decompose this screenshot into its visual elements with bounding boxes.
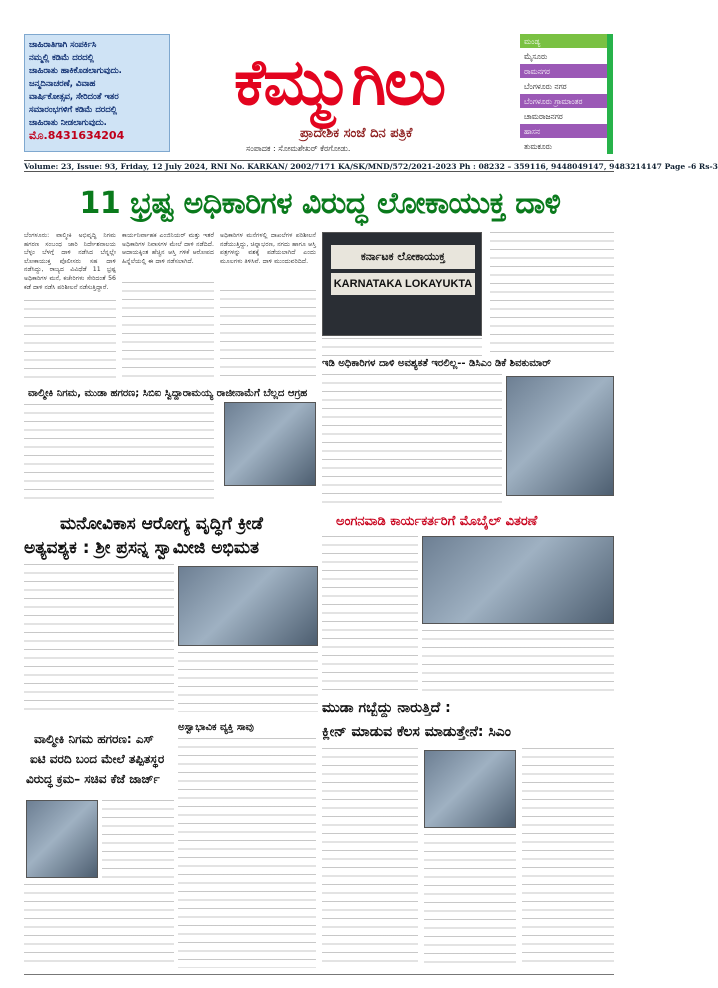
text-lines: [322, 338, 482, 356]
ad-line: ಜನ್ಮದಿನಾಚರಣೆ, ವಿವಾಹ: [29, 78, 96, 88]
text-lines: [490, 232, 614, 354]
article-headline-valmiki-line1: ವಾಲ್ಮೀಕಿ ನಿಗಮ ಹಗರಣ: ಎಸ್: [34, 732, 154, 746]
article-headline-muda-line2: ಕ್ಲೀನ್ ಮಾಡುವ ಕೆಲಸ ಮಾಡುತ್ತೇನೆ: ಸಿಎಂ: [322, 724, 511, 740]
editor-credit: ಸಂಪಾದಕ : ಸೋಮಶೇಖರ್ ಕೆರಗೋಡು.: [246, 144, 351, 153]
text-lines: [322, 374, 502, 504]
text-lines: [178, 652, 318, 712]
dkshivakumar-photo: [506, 376, 614, 496]
text-lines: [424, 834, 516, 968]
ad-line: ಜಾಹಿರಾತಿಗಾಗಿ ಸಂಪರ್ಕಿಸಿ: [29, 39, 97, 49]
lead-text: ಕಾರ್ಯನಿರ್ವಾಹಕ ಎಂಜಿನಿಯರ್ ಮತ್ತು ಇತರೆ ಅಧಿಕಾರಿಗಳ ನಿವಾಸಗಳ ಮೇಲೆ ದಾಳಿ ನಡೆದಿದೆ. ಆದಾಯಕ್ಕಿಂತ ಹೆಚ್ಚಿನ ಆಸ್ತಿ ಗಳಿಕೆ ಆರೋಪದ ಹಿನ್ನೆಲೆಯಲ್ಲಿ ಈ ದಾಳಿ ನಡೆಸಲಾಗಿದೆ.: [122, 232, 214, 265]
issue-info-line: Volume: 23, Issue: 93, Friday, 12 July 2024, RNI No. KARKAN/ 2002/7171 KA/SK/MND/572/2021-2023 Ph : 08232 – 359116, 9448049147, 9483214147 Page -6 Rs-3: [24, 162, 718, 171]
district-item: ಚಾಮರಾಜನಗರ: [520, 109, 612, 124]
ad-line: ವಾರ್ಷಿಕೋತ್ಸವ, ಸೇರಿದಂತೆ ಇತರ: [29, 91, 119, 101]
ad-line: ಜಾಹಿರಾತು ನೀಡಲಾಗುವುದು.: [29, 117, 107, 127]
lead-text: ಅಧಿಕಾರಿಗಳ ಮನೆಗಳಲ್ಲಿ ದಾಖಲೆಗಳ ಪರಿಶೀಲನೆ ನಡೆಯುತ್ತಿದ್ದು, ಚಿನ್ನಾಭರಣ, ನಗದು ಹಾಗೂ ಆಸ್ತಿ ಪತ್ರಗಳನ್ನು ವಶಕ್ಕೆ ಪಡೆಯಲಾಗಿದೆ ಎಂದು ಮೂಲಗಳು ತಿಳಿಸಿವೆ. ದಾಳಿ ಮುಂದುವರಿದಿದೆ.: [220, 232, 316, 265]
text-lines: [422, 630, 614, 692]
text-lines: [24, 884, 174, 968]
ad-line: ಸಮಾರಂಭಗಳಿಗೆ ಕಡಿಮೆ ದರದಲ್ಲಿ: [29, 104, 117, 114]
minister-photo: [26, 800, 98, 878]
text-lines: [220, 290, 316, 382]
advertisement-box: [24, 34, 170, 152]
ad-line: ನಮ್ಮಲ್ಲಿ ಕಡಿಮೆ ದರದಲ್ಲಿ: [29, 52, 94, 62]
text-lines: [322, 748, 418, 968]
ad-phone: ಮೊ.8431634204: [29, 129, 125, 142]
district-item: ಬೆಂಗಳೂರು ಗ್ರಾಮಾಂತರ: [520, 94, 612, 109]
newspaper-logo: ಕೆಮ್ಮುಗಿಲು: [233, 45, 445, 120]
district-item: ರಾಮನಗರ: [520, 64, 612, 79]
district-item: ಮೈಸೂರು: [520, 49, 612, 64]
sign-english: KARNATAKA LOKAYUKTA: [331, 273, 475, 295]
text-lines: [122, 282, 214, 382]
district-item: ಮಂಡ್ಯ: [520, 34, 612, 49]
district-item: ಹಾಸನ: [520, 124, 612, 139]
article-headline-muda-line1: ಮುಡಾ ಗಬ್ಬೆದ್ದು ನಾರುತ್ತಿದೆ :: [322, 700, 451, 716]
green-accent-bar: [607, 34, 613, 154]
sign-kannada: ಕರ್ನಾಟಕ ಲೋಕಾಯುಕ್ತ: [331, 245, 475, 269]
article-headline-valmiki-line2: ಐಟಿ ವರದಿ ಬಂದ ಮೇಲೆ ತಪ್ಪಿತಸ್ಥರ: [30, 752, 165, 766]
text-lines: [522, 748, 614, 968]
article-headline-anganwadi: ಅಂಗನವಾಡಿ ಕಾರ್ಯಕರ್ತರಿಗೆ ಮೊಬೈಲ್ ವಿತರಣೆ: [336, 514, 538, 529]
cm-photo: [424, 750, 516, 828]
article-headline-sports-line2: ಅತ್ಯವಶ್ಯಕ : ಶ್ರೀ ಪ್ರಸನ್ನ ಸ್ವಾಮೀಜಿ ಅಭಿಮತ: [24, 538, 260, 558]
district-list: [520, 34, 612, 154]
anganwadi-photo: [422, 536, 614, 624]
article-headline-death: ಅಸ್ವಾಭಾವಿಕ ವ್ಯಕ್ತಿ ಸಾವು: [178, 722, 254, 733]
ad-line: ಜಾಹಿರಾತು ಹಾಕಿಕೊಡಲಾಗುವುದು.: [29, 65, 122, 75]
footer-rule: [24, 974, 614, 975]
main-headline: [20, 178, 620, 230]
newspaper-tagline: ಪ್ರಾದೇಶಿಕ ಸಂಜೆ ದಿನ ಪತ್ರಿಕೆ: [300, 126, 413, 141]
text-lines: [24, 564, 174, 714]
text-lines: [102, 800, 174, 880]
politician-photo: [224, 402, 316, 486]
article-headline-valmiki-probe: ವಾಲ್ಮೀಕಿ ನಿಗಮ, ಮುಡಾ ಹಗರಣ; ಸಿಬಿಐ ಸ್ವಿದ್ದಾರಾಮಯ್ಯ ರಾಜೀನಾಮೆಗೆ ಬೆಲ್ಲದ ಆಗ್ರಹ: [28, 388, 308, 399]
lokayukta-sign-photo: [322, 232, 482, 336]
text-lines: [322, 536, 418, 692]
headline-number: 11: [79, 186, 121, 221]
lead-text: ಬೆಂಗಳೂರು: ವಾಲ್ಮೀಕಿ ಅಭಿವೃದ್ಧಿ ನಿಗಮ ಹಗರಣ ಸಂಬಂಧ ಜಾರಿ ನಿರ್ದೇಶನಾಲಯ ಬೆಳ್ಳಂ ಬೆಳಗ್ಗೆ ದಾಳಿ ನಡೆಸಿದ ಬೆನ್ನಲ್ಲೇ ಲೋಕಾಯುಕ್ತ ಪೊಲೀಸರು ಸಹ ದಾಳಿ ನಡೆಸಿದ್ದು, ರಾಜ್ಯದ ವಿವಿಧೆಡೆ 11 ಭ್ರಷ್ಟ ಅಧಿಕಾರಿಗಳ ಮನೆ, ಕಚೇರಿಗಳು ಸೇರಿದಂತೆ 56 ಕಡೆ ದಾಳಿ ನಡೆಸಿ ಪರಿಶೀಲನೆ ನಡೆಸುತ್ತಿದ್ದಾರೆ.: [24, 232, 116, 291]
article-headline-sports-line1: ಮನೋವಿಕಾಸ ಆರೋಗ್ಯ ವೃದ್ಧಿಗೆ ಕ್ರೀಡೆ: [60, 514, 263, 534]
ceremony-photo: [178, 566, 318, 646]
text-lines: [24, 404, 214, 504]
text-lines: [24, 300, 116, 382]
text-lines: [178, 738, 316, 968]
article-headline-valmiki-line3: ವಿರುದ್ಧ ಕ್ರಮ– ಸಚಿವ ಕೆಜೆ ಜಾರ್ಜ್: [26, 772, 160, 786]
headline-text: ಭ್ರಷ್ಟ ಅಧಿಕಾರಿಗಳ ವಿರುದ್ಧ ಲೋಕಾಯುಕ್ತ ದಾಳಿ: [130, 186, 561, 221]
district-item: ತುಮಕೂರು: [520, 139, 612, 154]
district-item: ಬೆಂಗಳೂರು ನಗರ: [520, 79, 612, 94]
article-headline-dkshivakumar: ಇಡಿ ಅಧಿಕಾರಿಗಳ ದಾಳಿ ಅವಶ್ಯಕತೆ ಇರಲಿಲ್ಲ-- ಡಿಸಿಎಂ ಡಿಕೆ ಶಿವಕುಮಾರ್: [322, 358, 551, 369]
